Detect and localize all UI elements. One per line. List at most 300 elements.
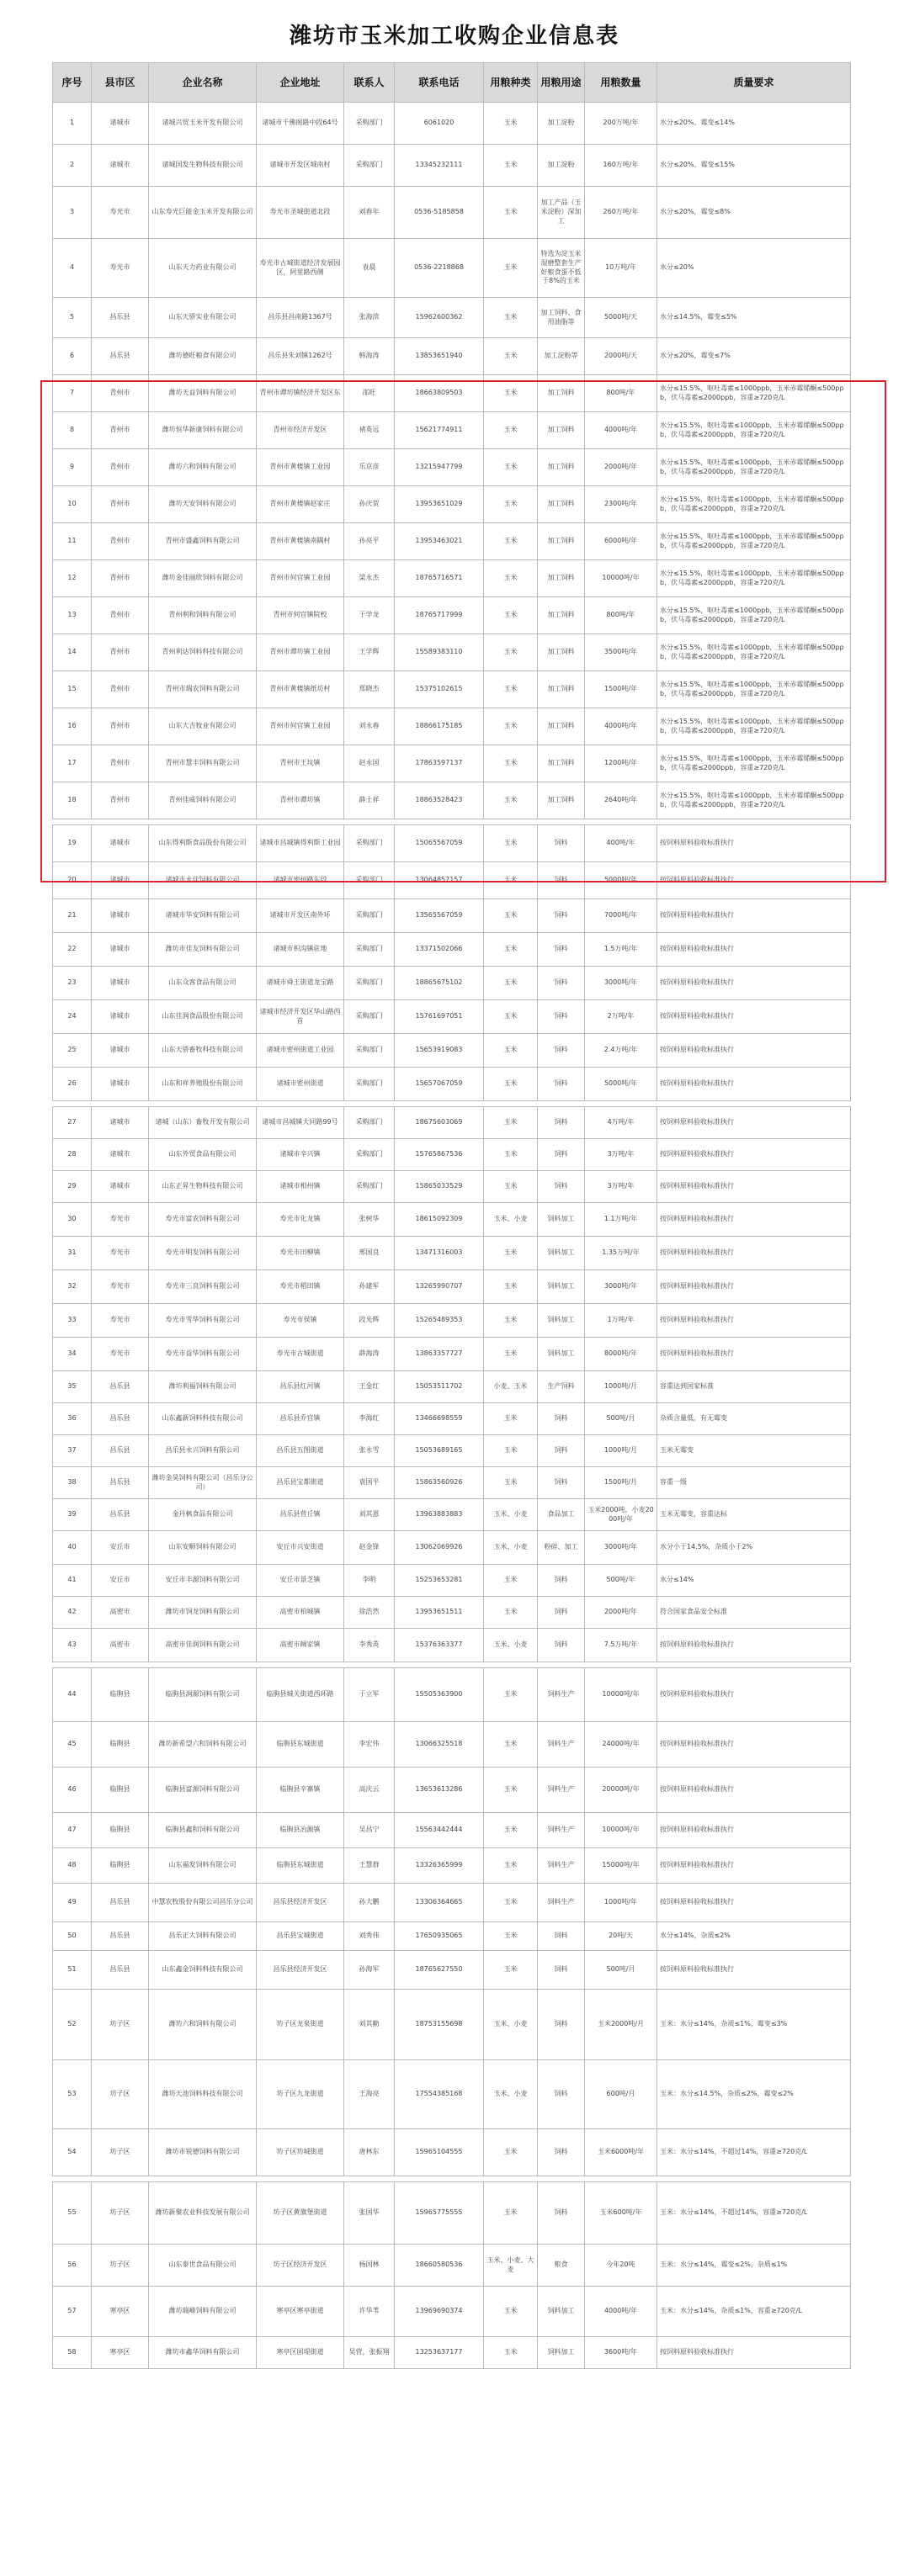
cell-contact: 张国华	[344, 2182, 395, 2245]
cell-quality: 按饲料原料验收标准执行	[657, 1171, 851, 1203]
cell-phone: 18865675102	[395, 967, 484, 1000]
cell-company: 临朐县富源饲料有限公司	[149, 1768, 257, 1813]
cell-address: 青州市何官镇工业园	[257, 708, 344, 745]
cell-company: 山东得利斯食品股份有限公司	[149, 825, 257, 862]
cell-index: 49	[53, 1884, 92, 1922]
cell-grain-type: 玉米	[484, 1403, 538, 1435]
cell-address: 昌乐县宝城街道	[257, 1922, 344, 1951]
cell-contact: 采购部门	[344, 862, 395, 899]
table-row	[53, 1068, 851, 1101]
cell-phone: 18863528423	[395, 782, 484, 819]
cell-quantity: 10万吨/年	[585, 239, 657, 298]
cell-district: 寿光市	[92, 1304, 149, 1338]
cell-quantity: 2640吨/年	[585, 782, 657, 819]
cell-address: 诸城市密州街道	[257, 1068, 344, 1101]
cell-quantity: 10000吨/年	[585, 1813, 657, 1848]
cell-grain-use: 加工淀粉	[538, 103, 585, 145]
cell-company: 山东正昇生物科技有限公司	[149, 1171, 257, 1203]
cell-index: 16	[53, 708, 92, 745]
cell-phone: 18765716571	[395, 560, 484, 597]
table-row	[53, 1171, 851, 1203]
table-row	[53, 933, 851, 967]
cell-grain-use: 饲料	[538, 1107, 585, 1139]
cell-grain-use: 饲料	[538, 933, 585, 967]
cell-district: 昌乐县	[92, 298, 149, 338]
cell-company: 山东和祥养殖股份有限公司	[149, 1068, 257, 1101]
table-row	[53, 2245, 851, 2287]
cell-company: 寿光市益华饲料有限公司	[149, 1338, 257, 1371]
cell-quality: 按饲料原料验收标准执行	[657, 1668, 851, 1722]
cell-index: 32	[53, 1270, 92, 1304]
cell-grain-use: 饲料加工	[538, 1338, 585, 1371]
cell-grain-use: 饲料	[538, 2182, 585, 2245]
cell-grain-type: 玉米	[484, 375, 538, 412]
table-row	[53, 2337, 851, 2369]
cell-company: 安丘市丰源饲料有限公司	[149, 1565, 257, 1597]
cell-phone: 13471316003	[395, 1237, 484, 1270]
cell-grain-type: 玉米	[484, 1171, 538, 1203]
row-gap	[53, 1101, 851, 1107]
cell-district: 坊子区	[92, 2182, 149, 2245]
cell-district: 高密市	[92, 1597, 149, 1629]
cell-quantity: 4万吨/年	[585, 1107, 657, 1139]
cell-grain-type: 玉米	[484, 1467, 538, 1499]
cell-grain-use: 加工淀粉	[538, 145, 585, 187]
cell-grain-type: 玉米	[484, 1668, 538, 1722]
cell-quality: 按饲料原料验收标准执行	[657, 899, 851, 933]
cell-phone: 13969690374	[395, 2287, 484, 2337]
cell-quality: 按饲料原料验收标准执行	[657, 933, 851, 967]
cell-quality: 按饲料原料验收标准执行	[657, 2337, 851, 2369]
table-row	[53, 145, 851, 187]
cell-district: 临朐县	[92, 1813, 149, 1848]
cell-district: 临朐县	[92, 1668, 149, 1722]
cell-phone: 15065567059	[395, 825, 484, 862]
table-row	[53, 1107, 851, 1139]
cell-address: 寿光市田柳镇	[257, 1237, 344, 1270]
cell-grain-use: 加工饲料	[538, 375, 585, 412]
cell-contact: 采购部门	[344, 1107, 395, 1139]
cell-phone: 15765867536	[395, 1139, 484, 1171]
cell-district: 诸城市	[92, 933, 149, 967]
cell-district: 诸城市	[92, 1034, 149, 1068]
cell-index: 33	[53, 1304, 92, 1338]
cell-quantity: 7000吨/年	[585, 899, 657, 933]
cell-grain-use: 饲料	[538, 1139, 585, 1171]
cell-grain-type: 玉米	[484, 782, 538, 819]
cell-index: 28	[53, 1139, 92, 1171]
cell-contact: 采购部门	[344, 1000, 395, 1034]
col-header: 序号	[53, 63, 92, 103]
cell-company: 潍坊市鑫华饲料有限公司	[149, 2337, 257, 2369]
table-row	[53, 862, 851, 899]
cell-contact: 邢国良	[344, 1237, 395, 1270]
cell-company: 高密市佳润饲料有限公司	[149, 1629, 257, 1662]
cell-address: 安丘市兴安街道	[257, 1531, 344, 1565]
cell-company: 潍坊天池饲料科技有限公司	[149, 2060, 257, 2129]
cell-quantity: 1万吨/年	[585, 1304, 657, 1338]
table-row	[53, 745, 851, 782]
table-row	[53, 375, 851, 412]
enterprise-table	[52, 62, 851, 2369]
cell-district: 寒亭区	[92, 2287, 149, 2337]
cell-contact: 褚英远	[344, 412, 395, 449]
cell-grain-use: 饲料加工	[538, 2337, 585, 2369]
cell-address: 寿光市化龙镇	[257, 1203, 344, 1237]
cell-contact: 采购部门	[344, 145, 395, 187]
cell-district: 寿光市	[92, 239, 149, 298]
cell-quality: 水分≤15.5%，呕吐毒素≤1000ppb，玉米赤霉烯酮≤500ppb，伏马毒素≤2000ppb，容重≥720克/L	[657, 523, 851, 560]
cell-quality: 水分≤20%，霉变≤7%	[657, 338, 851, 375]
cell-phone: 18660580536	[395, 2245, 484, 2287]
cell-quantity: 3500吨/年	[585, 634, 657, 671]
cell-grain-use: 加工饲料、食用油脂等	[538, 298, 585, 338]
cell-contact: 唐林东	[344, 2129, 395, 2176]
cell-grain-type: 玉米、小麦	[484, 1499, 538, 1531]
cell-quality: 水分≤15.5%，呕吐毒素≤1000ppb，玉米赤霉烯酮≤500ppb，伏马毒素≤2000ppb，容重≥720克/L	[657, 634, 851, 671]
cell-address: 寿光市稻田镇	[257, 1270, 344, 1304]
cell-address: 寿光市圣城街道北段	[257, 187, 344, 239]
cell-address: 高密市柏城镇	[257, 1597, 344, 1629]
cell-quantity: 600吨/月	[585, 2060, 657, 2129]
cell-index: 14	[53, 634, 92, 671]
cell-quantity: 800吨/年	[585, 375, 657, 412]
cell-index: 34	[53, 1338, 92, 1371]
cell-quality: 玉米无霉变	[657, 1435, 851, 1467]
cell-grain-use: 特选为淀玉米湿磨整套生产好粮食蛋不低于8%的玉米	[538, 239, 585, 298]
cell-district: 诸城市	[92, 825, 149, 862]
cell-address: 青州市黄楼镇纸坊村	[257, 671, 344, 708]
cell-company: 潍坊恒华新康饲料有限公司	[149, 412, 257, 449]
col-header: 用粮数量	[585, 63, 657, 103]
cell-contact: 李明	[344, 1565, 395, 1597]
cell-address: 昌乐县乔官镇	[257, 1403, 344, 1435]
cell-district: 临朐县	[92, 1768, 149, 1813]
cell-district: 昌乐县	[92, 338, 149, 375]
cell-quantity: 6000吨/年	[585, 523, 657, 560]
cell-phone: 0536-5185858	[395, 187, 484, 239]
cell-phone: 15053511702	[395, 1371, 484, 1403]
cell-district: 青州市	[92, 708, 149, 745]
cell-address: 青州市经济开发区	[257, 412, 344, 449]
cell-index: 22	[53, 933, 92, 967]
cell-index: 40	[53, 1531, 92, 1565]
cell-grain-use: 饲料	[538, 2129, 585, 2176]
cell-address: 青州市黄楼镇南隅村	[257, 523, 344, 560]
cell-company: 诸城国发生物科技有限公司	[149, 145, 257, 187]
cell-index: 19	[53, 825, 92, 862]
cell-company: 青州利达饲料科技有限公司	[149, 634, 257, 671]
table-row	[53, 1884, 851, 1922]
cell-grain-use: 饲料	[538, 825, 585, 862]
cell-address: 坊子区龙泉街道	[257, 1990, 344, 2060]
cell-company: 青州佳威饲料有限公司	[149, 782, 257, 819]
cell-grain-type: 玉米、小麦	[484, 1531, 538, 1565]
cell-company: 青州市盛鑫饲料有限公司	[149, 523, 257, 560]
cell-grain-type: 玉米	[484, 1951, 538, 1990]
cell-grain-type: 玉米	[484, 1813, 538, 1848]
cell-quantity: 8000吨/年	[585, 1338, 657, 1371]
cell-contact: 采购部门	[344, 1171, 395, 1203]
cell-contact: 采购部门	[344, 1034, 395, 1068]
cell-contact: 李海红	[344, 1403, 395, 1435]
cell-company: 潍坊德旺粮食有限公司	[149, 338, 257, 375]
cell-address: 诸城市昌城镇大同路99号	[257, 1107, 344, 1139]
cell-grain-type: 玉米	[484, 634, 538, 671]
cell-quality: 按饲料原料验收标准执行	[657, 1722, 851, 1768]
cell-index: 57	[53, 2287, 92, 2337]
cell-quality: 按饲料原料验收标准执行	[657, 1270, 851, 1304]
cell-contact: 段光辉	[344, 1304, 395, 1338]
cell-district: 诸城市	[92, 145, 149, 187]
cell-grain-use: 加工饲料	[538, 597, 585, 634]
cell-quality: 按饲料原料验收标准执行	[657, 967, 851, 1000]
cell-quantity: 10000吨/年	[585, 560, 657, 597]
col-header: 企业地址	[257, 63, 344, 103]
cell-quantity: 1500吨/年	[585, 671, 657, 708]
cell-company: 临朐县鑫和饲料有限公司	[149, 1813, 257, 1848]
table-row	[53, 103, 851, 145]
table-row	[53, 560, 851, 597]
cell-index: 27	[53, 1107, 92, 1139]
cell-contact: 徐浩然	[344, 1597, 395, 1629]
cell-quantity: 1500吨/月	[585, 1467, 657, 1499]
cell-grain-use: 饲料生产	[538, 1768, 585, 1813]
cell-contact: 刘其勤	[344, 1990, 395, 2060]
cell-index: 13	[53, 597, 92, 634]
cell-quantity: 2万吨/年	[585, 1000, 657, 1034]
cell-quantity: 500吨/年	[585, 1565, 657, 1597]
cell-district: 昌乐县	[92, 1922, 149, 1951]
cell-company: 山东大吉牧业有限公司	[149, 708, 257, 745]
cell-index: 1	[53, 103, 92, 145]
cell-address: 青州市黄楼镇工业园	[257, 449, 344, 486]
cell-district: 青州市	[92, 671, 149, 708]
cell-contact: 刘秀伟	[344, 1922, 395, 1951]
cell-grain-use: 加工饲料	[538, 412, 585, 449]
cell-index: 48	[53, 1848, 92, 1884]
cell-quality: 玉米无霉变，容重达标	[657, 1499, 851, 1531]
cell-quantity: 20吨/天	[585, 1922, 657, 1951]
cell-quality: 水分≤15.5%，呕吐毒素≤1000ppb，玉米赤霉烯酮≤500ppb，伏马毒素≤2000ppb，容重≥720克/L	[657, 745, 851, 782]
cell-grain-use: 饲料	[538, 1951, 585, 1990]
row-gap	[53, 819, 851, 825]
cell-quality: 按饲料原料验收标准执行	[657, 1884, 851, 1922]
cell-quality: 水分≤15.5%，呕吐毒素≤1000ppb，玉米赤霉烯酮≤500ppb，伏马毒素≤2000ppb，容重≥720克/L	[657, 560, 851, 597]
cell-quantity: 1200吨/年	[585, 745, 657, 782]
cell-quality: 按饲料原料验收标准执行	[657, 1107, 851, 1139]
cell-grain-type: 玉米	[484, 103, 538, 145]
cell-grain-type: 玉米	[484, 1597, 538, 1629]
cell-contact: 袁晨	[344, 239, 395, 298]
cell-quantity: 4000吨/年	[585, 412, 657, 449]
cell-index: 3	[53, 187, 92, 239]
cell-grain-type: 玉米	[484, 1304, 538, 1338]
cell-grain-type: 玉米	[484, 523, 538, 560]
cell-grain-type: 玉米	[484, 1107, 538, 1139]
cell-index: 52	[53, 1990, 92, 2060]
cell-grain-type: 玉米	[484, 486, 538, 523]
page-title: 潍坊市玉米加工收购企业信息表	[289, 24, 619, 49]
cell-company: 临朐县润源饲料有限公司	[149, 1668, 257, 1722]
cell-grain-use: 饲料	[538, 1467, 585, 1499]
table-row	[53, 1237, 851, 1270]
cell-grain-type: 玉米	[484, 862, 538, 899]
cell-contact: 张树华	[344, 1203, 395, 1237]
cell-district: 青州市	[92, 449, 149, 486]
cell-district: 寿光市	[92, 1270, 149, 1304]
cell-district: 诸城市	[92, 103, 149, 145]
cell-phone: 15376363377	[395, 1629, 484, 1662]
cell-phone: 13863357727	[395, 1338, 484, 1371]
cell-company: 诸城市华安饲料有限公司	[149, 899, 257, 933]
cell-grain-use: 饲料	[538, 1629, 585, 1662]
cell-district: 寿光市	[92, 1338, 149, 1371]
cell-phone: 15653919083	[395, 1034, 484, 1068]
table-row	[53, 2182, 851, 2245]
table-row	[53, 1848, 851, 1884]
cell-contact: 薛士祥	[344, 782, 395, 819]
cell-phone: 13064857157	[395, 862, 484, 899]
cell-index: 25	[53, 1034, 92, 1068]
cell-quantity: 1000吨/月	[585, 1435, 657, 1467]
cell-grain-use: 饲料生产	[538, 1722, 585, 1768]
cell-quantity: 1000吨/月	[585, 1371, 657, 1403]
cell-contact: 吴昌宁	[344, 1813, 395, 1848]
gap-cell	[53, 819, 851, 825]
cell-grain-use: 饲料生产	[538, 1848, 585, 1884]
cell-company: 潍坊天安饲料有限公司	[149, 486, 257, 523]
cell-quality: 玉米：水分≤14%，杂质≤1%，容重≥720克/L	[657, 2287, 851, 2337]
cell-quality: 水分≤15.5%，呕吐毒素≤1000ppb，玉米赤霉烯酮≤500ppb，伏马毒素≤2000ppb，容重≥720克/L	[657, 375, 851, 412]
cell-grain-type: 玉米	[484, 1722, 538, 1768]
cell-company: 山东众客食品有限公司	[149, 967, 257, 1000]
cell-index: 20	[53, 862, 92, 899]
cell-quality: 按饲料原料验收标准执行	[657, 1000, 851, 1034]
cell-index: 8	[53, 412, 92, 449]
cell-index: 5	[53, 298, 92, 338]
cell-district: 寿光市	[92, 1237, 149, 1270]
cell-phone: 13953651511	[395, 1597, 484, 1629]
cell-district: 高密市	[92, 1629, 149, 1662]
cell-contact: 乐京彦	[344, 449, 395, 486]
cell-grain-type: 玉米	[484, 1139, 538, 1171]
cell-district: 坊子区	[92, 2245, 149, 2287]
cell-quantity: 玉米6000吨/年	[585, 2129, 657, 2176]
cell-quantity: 7.5万吨/年	[585, 1629, 657, 1662]
cell-address: 青州市黄楼镇赵家庄	[257, 486, 344, 523]
cell-district: 坊子区	[92, 2060, 149, 2129]
table-row	[53, 1951, 851, 1990]
cell-phone: 18615092309	[395, 1203, 484, 1237]
cell-grain-use: 加工饲料	[538, 560, 585, 597]
cell-address: 昌乐县红河镇	[257, 1371, 344, 1403]
cell-grain-use: 饲料生产	[538, 1813, 585, 1848]
cell-contact: 王金红	[344, 1371, 395, 1403]
cell-company: 潍坊市佳友饲料有限公司	[149, 933, 257, 967]
cell-quantity: 5000吨/年	[585, 1068, 657, 1101]
cell-grain-type: 玉米	[484, 597, 538, 634]
cell-grain-use: 生产饲料	[538, 1371, 585, 1403]
row-gap	[53, 2176, 851, 2182]
cell-phone: 18663809503	[395, 375, 484, 412]
cell-index: 44	[53, 1668, 92, 1722]
cell-grain-type: 小麦、玉米	[484, 1371, 538, 1403]
cell-company: 诸城兴贸玉米开发有限公司	[149, 103, 257, 145]
cell-address: 临朐县城关街道西环路	[257, 1668, 344, 1722]
cell-quality: 玉米：水分≤14%，霉变≤2%，杂质≤1%	[657, 2245, 851, 2287]
cell-company: 潍坊新聚农业科技发展有限公司	[149, 2182, 257, 2245]
cell-index: 36	[53, 1403, 92, 1435]
cell-grain-use: 加工淀粉等	[538, 338, 585, 375]
cell-address: 青州市谭坊镇	[257, 782, 344, 819]
cell-quality: 按饲料原料验收标准执行	[657, 825, 851, 862]
cell-district: 安丘市	[92, 1565, 149, 1597]
cell-index: 2	[53, 145, 92, 187]
cell-index: 54	[53, 2129, 92, 2176]
cell-quality: 水分≤20%	[657, 239, 851, 298]
cell-phone: 13953463021	[395, 523, 484, 560]
cell-grain-type: 玉米	[484, 449, 538, 486]
cell-quantity: 玉米2000吨，小麦2000吨/年	[585, 1499, 657, 1531]
cell-grain-type: 玉米	[484, 967, 538, 1000]
cell-phone: 13853651940	[395, 338, 484, 375]
cell-phone: 13345232111	[395, 145, 484, 187]
cell-quantity: 200万吨/年	[585, 103, 657, 145]
cell-grain-type: 玉米、小麦、大麦	[484, 2245, 538, 2287]
cell-phone: 15863560926	[395, 1467, 484, 1499]
cell-contact: 韩海涛	[344, 338, 395, 375]
cell-phone: 18765717999	[395, 597, 484, 634]
cell-company: 山东外贸食品有限公司	[149, 1139, 257, 1171]
cell-address: 诸城市相州镇	[257, 1171, 344, 1203]
cell-phone: 15253653281	[395, 1565, 484, 1597]
cell-grain-type: 玉米	[484, 825, 538, 862]
cell-quality: 按饲料原料验收标准执行	[657, 1629, 851, 1662]
cell-quality: 按饲料原料验收标准执行	[657, 1848, 851, 1884]
cell-district: 昌乐县	[92, 1951, 149, 1990]
cell-quality: 水分≤15.5%，呕吐毒素≤1000ppb，玉米赤霉烯酮≤500ppb，伏马毒素≤2000ppb，容重≥720克/L	[657, 782, 851, 819]
cell-company: 潍坊市锐德饲料有限公司	[149, 2129, 257, 2176]
cell-grain-use: 饲料	[538, 1403, 585, 1435]
cell-quantity: 15000吨/年	[585, 1848, 657, 1884]
cell-quality: 水分≤15.5%，呕吐毒素≤1000ppb，玉米赤霉烯酮≤500ppb，伏马毒素≤2000ppb，容重≥720克/L	[657, 486, 851, 523]
cell-index: 58	[53, 2337, 92, 2369]
cell-district: 诸城市	[92, 1068, 149, 1101]
cell-company: 山东鑫金饲料科技有限公司	[149, 1951, 257, 1990]
cell-district: 昌乐县	[92, 1499, 149, 1531]
cell-index: 35	[53, 1371, 92, 1403]
cell-grain-type: 玉米	[484, 1922, 538, 1951]
cell-phone: 13215947799	[395, 449, 484, 486]
table-row	[53, 967, 851, 1000]
cell-company: 昌乐县永兴饲料有限公司	[149, 1435, 257, 1467]
cell-quality: 容重一级	[657, 1467, 851, 1499]
cell-grain-type: 玉米	[484, 1068, 538, 1101]
cell-grain-type: 玉米	[484, 708, 538, 745]
cell-grain-use: 饲料	[538, 1034, 585, 1068]
cell-grain-use: 饲料	[538, 1922, 585, 1951]
cell-quantity: 4000吨/年	[585, 708, 657, 745]
table-row	[53, 1435, 851, 1467]
cell-contact: 刘其恩	[344, 1499, 395, 1531]
cell-grain-use: 饲料加工	[538, 1237, 585, 1270]
cell-address: 诸城市经济开发区华山路西首	[257, 1000, 344, 1034]
cell-quantity: 5000吨/年	[585, 862, 657, 899]
cell-district: 昌乐县	[92, 1403, 149, 1435]
cell-contact: 刘永春	[344, 708, 395, 745]
cell-grain-type: 玉米、小麦	[484, 1629, 538, 1662]
